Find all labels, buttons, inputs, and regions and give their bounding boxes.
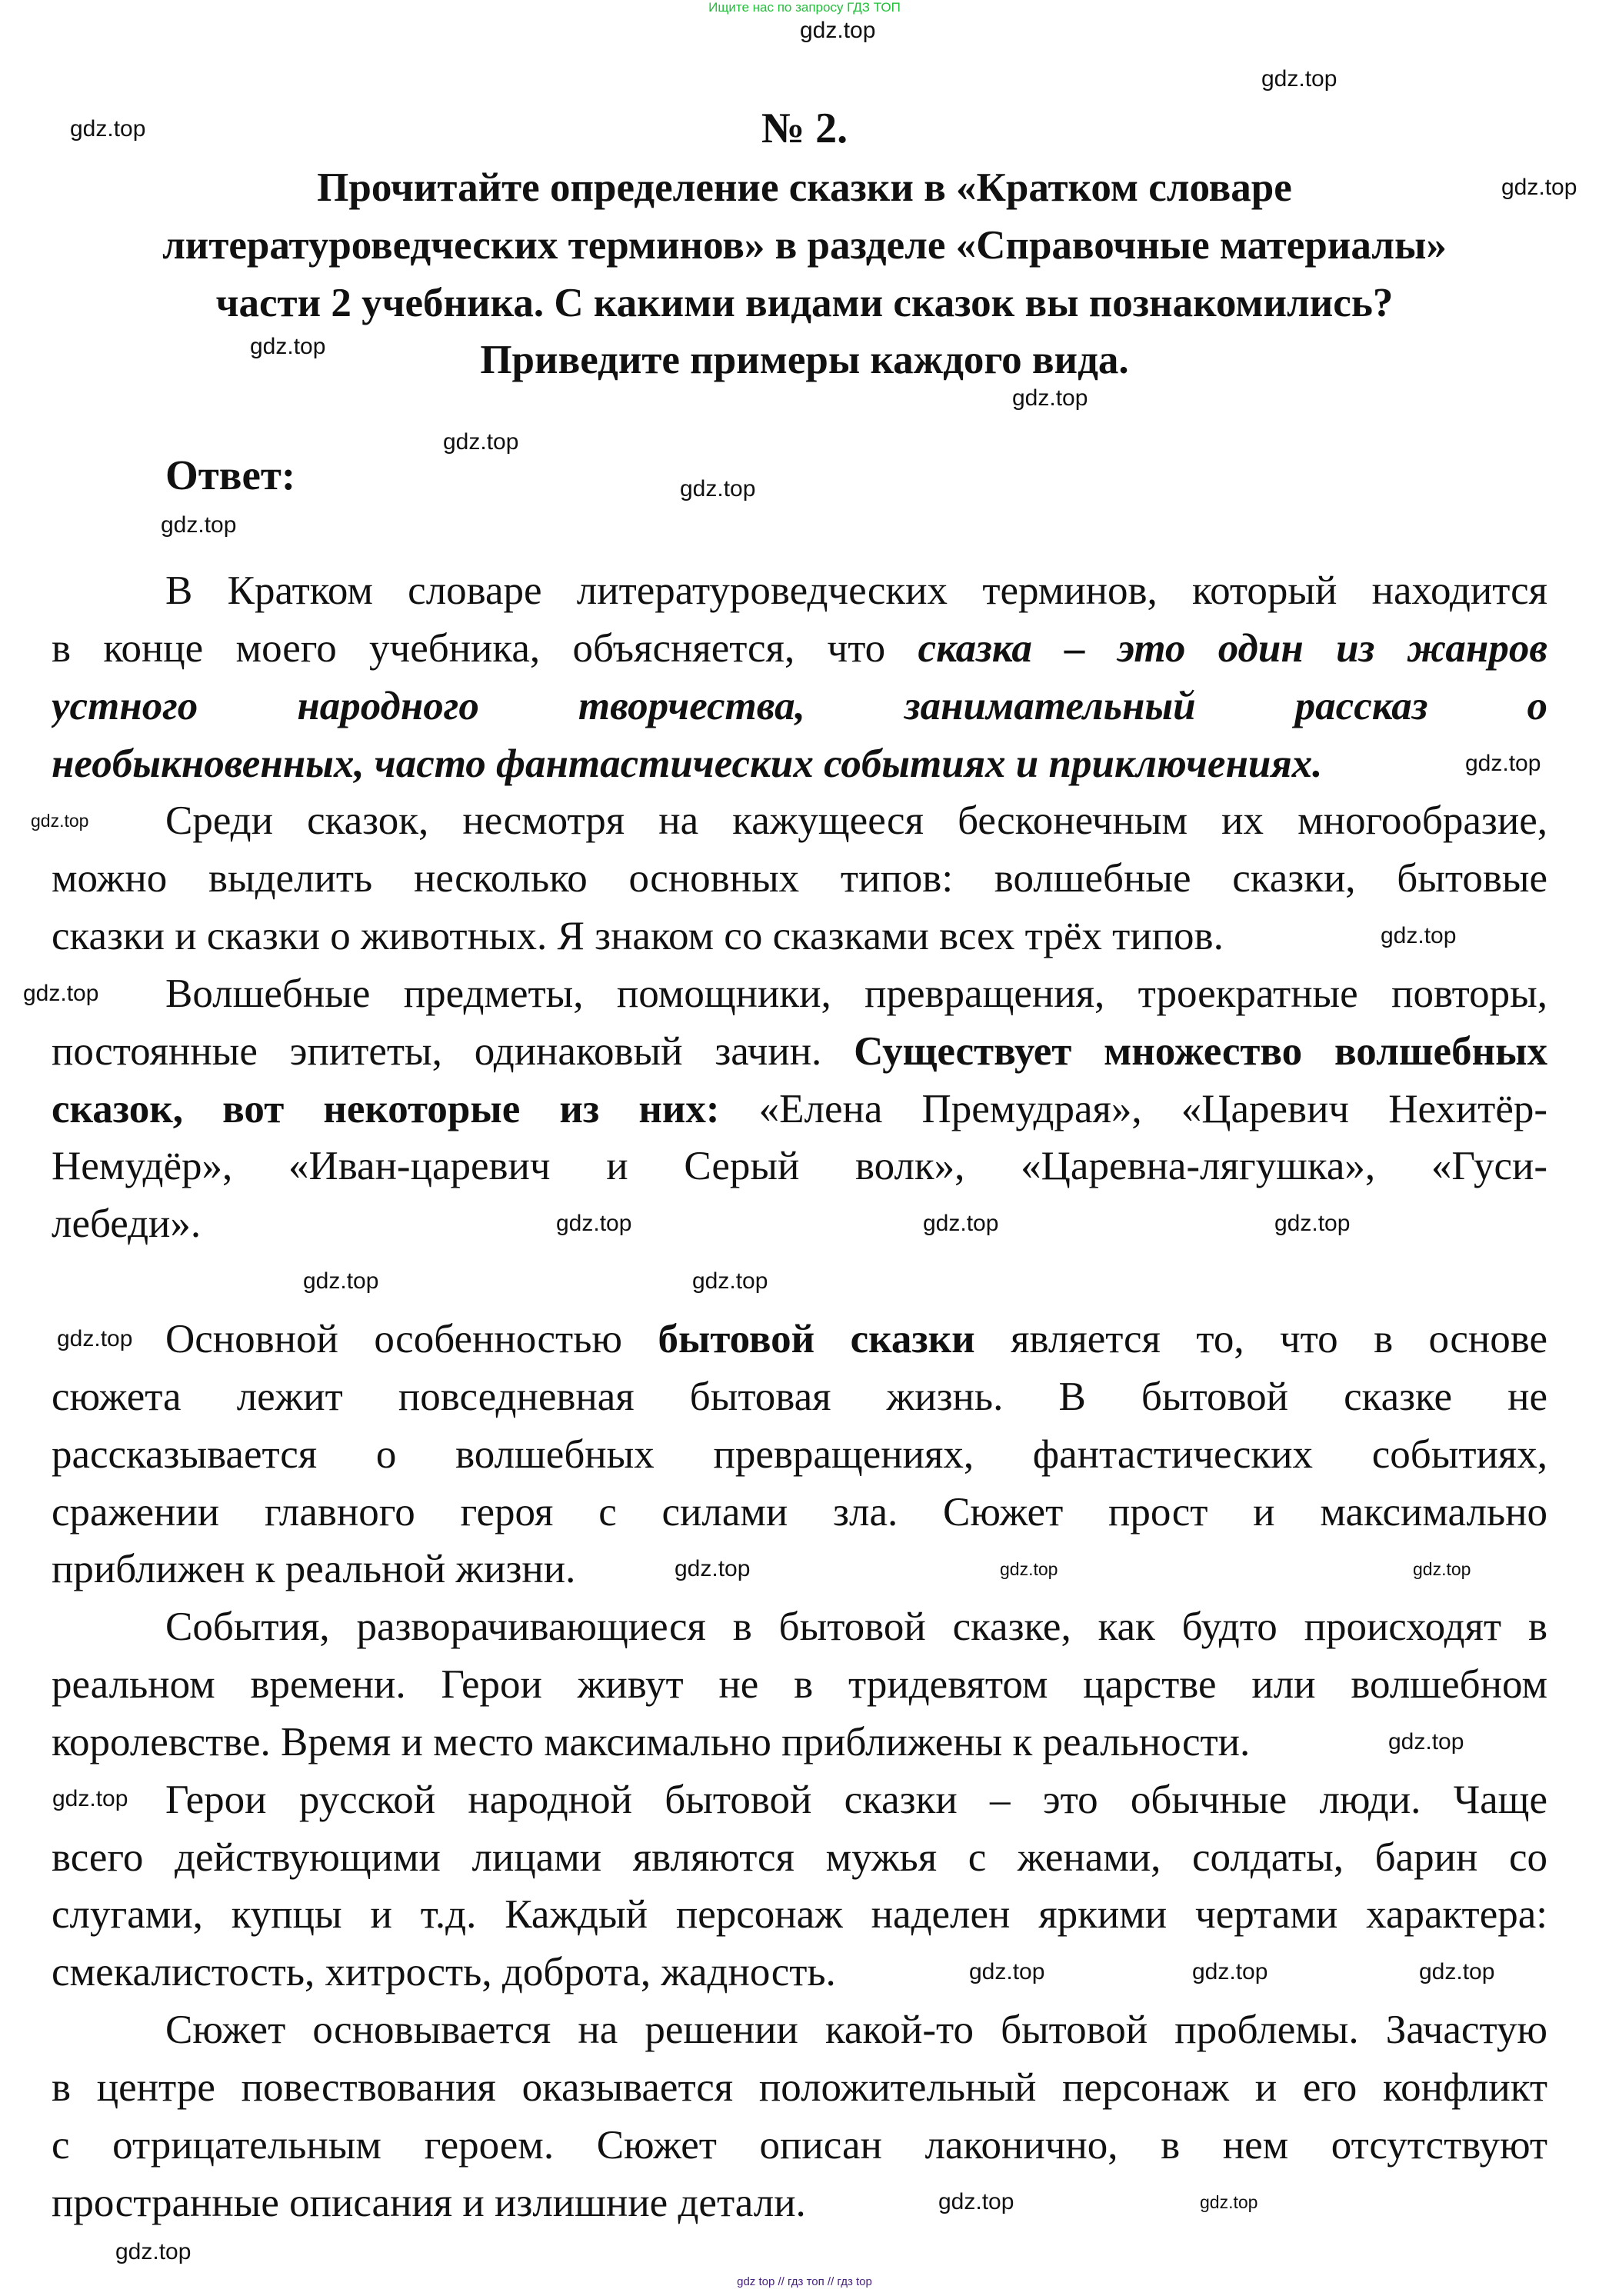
watermark: gdz.top [1261, 66, 1338, 92]
text-segment: можно выделить несколько основных типов: волшебные сказки, бытовые [52, 856, 1547, 901]
text-line [52, 620, 1547, 678]
watermark: gdz.top [800, 18, 876, 43]
task-title-line: литературоведческих терминов» в разделе «Справочные материалы» [162, 222, 1447, 268]
footer-links: gdz top // гдз топ // гдз top [737, 2275, 872, 2288]
text-segment: пространные описания и излишние детали. [52, 2180, 806, 2225]
watermark: gdz.top [969, 1959, 1045, 1984]
watermark: gdz.top [1192, 1959, 1268, 1984]
text-line [52, 908, 1547, 965]
text-line [52, 1311, 1547, 1368]
watermark: gdz.top [115, 2239, 192, 2264]
text-line [52, 1829, 1547, 1887]
text-line [52, 678, 1547, 735]
text-line [52, 1426, 1547, 1484]
task-title-line: части 2 учебника. С какими видами сказок вы познакомились? [215, 280, 1394, 325]
text-segment: постоянные эпитеты, одинаковый зачин. [52, 1028, 854, 1074]
text-segment: рассказывается о волшебных превращениях, фантастических событиях, [52, 1431, 1547, 1477]
text-segment: «Елена Премудрая», «Царевич Нехитёр- [719, 1086, 1547, 1131]
text-segment: смекалистость, хитрость, доброта, жадность. [52, 1950, 836, 1995]
text-segment: в конце моего учебника, объясняется, что [52, 625, 918, 671]
text-segment: Герои русской народной бытовой сказки – это обычные люди. Чаще [165, 1777, 1547, 1822]
watermark: gdz.top [1413, 1559, 1471, 1579]
watermark: gdz.top [1388, 1729, 1464, 1754]
text-line [52, 1598, 1547, 1656]
blank-line [52, 1253, 1547, 1311]
watermark: gdz.top [1501, 175, 1577, 200]
watermark: gdz.top [161, 512, 237, 538]
watermark: gdz.top [1000, 1559, 1058, 1579]
watermark: gdz.top [692, 1268, 768, 1294]
text-segment: лебеди». [52, 1201, 202, 1247]
text-line [52, 735, 1547, 793]
text-segment: реальном времени. Герои живут не в тридевятом царстве или волшебном [52, 1662, 1547, 1708]
task-title-line: Приведите примеры каждого вида. [480, 338, 1129, 383]
task-number: № 2. [761, 105, 848, 152]
watermark: gdz.top [443, 429, 519, 455]
text-line [52, 1771, 1547, 1829]
text-line [52, 1138, 1547, 1195]
watermark: gdz.top [70, 116, 146, 142]
watermark: gdz.top [1381, 923, 1457, 948]
watermark: gdz.top [1274, 1211, 1351, 1236]
text-line [52, 2174, 1547, 2232]
text-line [52, 1541, 1547, 1598]
bold-italic-text: сказка – это один из жанров [918, 625, 1547, 671]
text-segment: всего действующими лицами являются мужья с женами, солдаты, барин со [52, 1834, 1547, 1880]
text-line [52, 2059, 1547, 2117]
text-line [52, 1023, 1547, 1081]
text-line [52, 1368, 1547, 1426]
search-banner: Ищите нас по запросу ГДЗ ТОП [708, 0, 901, 15]
text-segment: Немудёр», «Иван-царевич и Серый волк», «Царевна-лягушка», «Гуси- [52, 1144, 1547, 1189]
text-line [52, 2001, 1547, 2059]
text-line [52, 2117, 1547, 2174]
text-segment: Среди сказок, несмотря на кажущееся бесконечным их многообразие, [165, 798, 1547, 844]
watermark: gdz.top [1465, 751, 1541, 776]
bold-text: Существует множество волшебных [854, 1028, 1547, 1074]
text-segment: Основной особенностью [165, 1316, 658, 1361]
text-segment: слугами, купцы и т.д. Каждый персонаж наделен яркими чертами характера: [52, 1892, 1547, 1938]
text-segment: в центре повествования оказывается положительный персонаж и его конфликт [52, 2064, 1547, 2110]
watermark: gdz.top [1012, 385, 1088, 411]
watermark: gdz.top [680, 476, 756, 502]
answer-body [52, 562, 1547, 2231]
text-segment: приближен к реальной жизни. [52, 1547, 576, 1592]
watermark: gdz.top [675, 1556, 751, 1581]
watermark: gdz.top [938, 2189, 1014, 2214]
text-segment: является то, что в основе [974, 1316, 1547, 1361]
task-title [0, 159, 1609, 389]
text-line [52, 1081, 1547, 1138]
text-line [52, 562, 1547, 620]
text-line [52, 1714, 1547, 1771]
watermark: gdz.top [31, 811, 89, 831]
watermark: gdz.top [52, 1786, 128, 1811]
task-title-line: Прочитайте определение сказки в «Кратком словаре [317, 165, 1292, 210]
text-segment: Волшебные предметы, помощники, превращения, троекратные повторы, [165, 971, 1547, 1016]
text-line [52, 1484, 1547, 1541]
text-line [52, 965, 1547, 1023]
watermark: gdz.top [1200, 2192, 1258, 2212]
bold-text: сказок, вот некоторые из них: [52, 1086, 720, 1131]
watermark: gdz.top [250, 334, 326, 359]
watermark: gdz.top [556, 1211, 632, 1236]
text-segment: с отрицательным героем. Сюжет описан лаконично, в нем отсутствуют [52, 2122, 1547, 2168]
watermark: gdz.top [1419, 1959, 1495, 1984]
bold-italic-text: устного народного творчества, занимательный рассказ о [52, 683, 1547, 728]
text-segment: Сюжет основывается на решении какой-то бытовой проблемы. Зачастую [165, 2008, 1547, 2053]
text-line [52, 1944, 1547, 2001]
watermark: gdz.top [57, 1326, 133, 1351]
text-segment: сражении главного героя с силами зла. Сюжет прост и максимально [52, 1489, 1547, 1535]
text-line [52, 850, 1547, 908]
text-segment: События, разворачивающиеся в бытовой сказке, как будто происходят в [165, 1605, 1547, 1650]
watermark: gdz.top [303, 1268, 379, 1294]
text-segment: королевстве. Время и место максимально приближены к реальности. [52, 1719, 1251, 1764]
bold-text: бытовой сказки [658, 1316, 975, 1361]
text-line [52, 1886, 1547, 1944]
watermark: gdz.top [23, 981, 99, 1006]
bold-italic-text: необыкновенных, часто фантастических событиях и приключениях. [52, 741, 1323, 786]
watermark: gdz.top [923, 1211, 999, 1236]
text-line [52, 792, 1547, 850]
text-segment: сюжета лежит повседневная бытовая жизнь. В бытовой сказке не [52, 1374, 1547, 1419]
text-segment: В Кратком словаре литературоведческих терминов, который находится [165, 568, 1547, 613]
text-segment: сказки и сказки о животных. Я знаком со сказками всех трёх типов. [52, 914, 1224, 959]
text-line [52, 1656, 1547, 1714]
answer-label: Ответ: [165, 452, 296, 498]
